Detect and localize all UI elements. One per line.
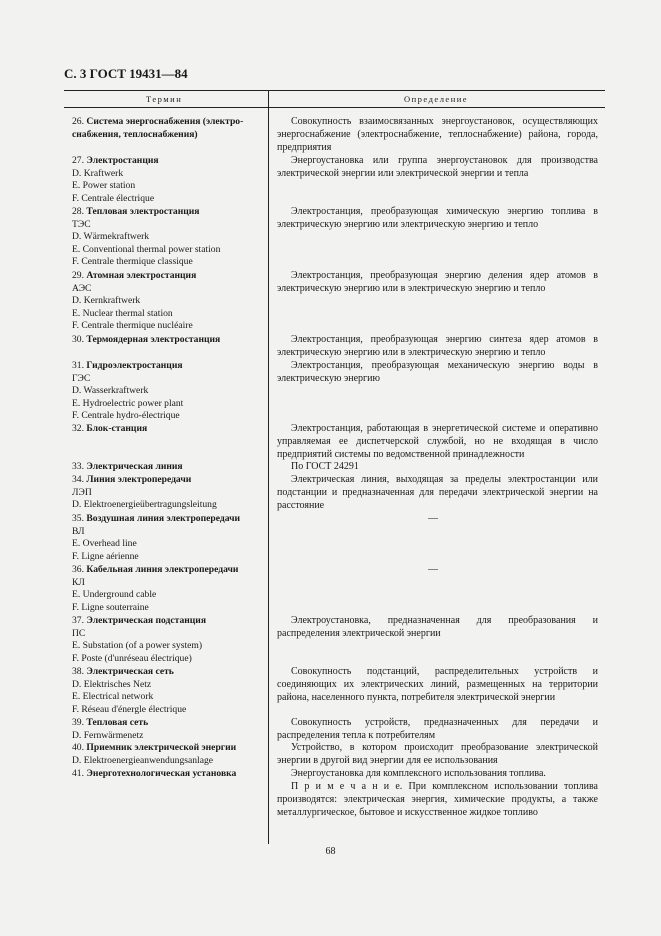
term-36: 36. Кабельная линия электропередачи КЛ E. Underground cable F. Ligne souterraine <box>72 564 239 613</box>
definition-31: Электростанция, преобразующая механическую энергию воды в электрическую энергию <box>277 360 598 384</box>
definition-36-dash: — <box>428 564 438 575</box>
definition-30: Электростанция, преобразующая энергию синтеза ядер атомов в электрическую энергию или в электрическую энергию и тепло <box>277 334 598 358</box>
term-27: 27. Электростанция D. Kraftwerk E. Power station F. Centrale électrique <box>72 155 159 204</box>
definition-38: Совокупность подстанций, распределительных устройств и соединяющих их электрических линий, размещенных на территории района, населенного пункта, потребителя электрической энергии <box>277 666 598 703</box>
term-38: 38. Электрическая сеть D. Elektrisches Netz E. Electrical network F. Réseau d'énergle électrique <box>72 666 187 715</box>
column-divider <box>268 91 269 844</box>
definition-27: Энергоустановка или группа энергоустановок для производства электрической энергии или электрической энергии и тепла <box>277 155 598 179</box>
page-header: С. 3 ГОСТ 19431—84 <box>64 66 188 81</box>
definition-39: Совокупность устройств, предназначенных для передачи и распределения тепла к потребителям <box>277 717 598 741</box>
term-26: 26. Система энергоснабжения (электро- снабжения, теплоснабжения) <box>72 116 244 140</box>
term-31: 31. Гидроэлектростанция ГЭС D. Wasserkraftwerk E. Hydroelectric power plant F. Centrale hydro-électrique <box>72 360 184 422</box>
definition-28: Электростанция, преобразующая химическую энергию топлива в электрическую энергию или электрическую энергию и тепло <box>277 206 598 230</box>
term-29: 29. Атомная электростанция АЭС D. Kernkraftwerk E. Nuclear thermal station F. Centrale thermique nucléaire <box>72 270 197 332</box>
page-number: 68 <box>325 846 336 857</box>
definition-41-note: П р и м е ч а н и е. При комплексном использовании топлива производятся: электрическая энергия, химические продукты, а также металлургическое, бытовое и искусственное жидкое топливо <box>277 781 598 818</box>
definition-40: Устройство, в котором происходит преобразование электрической энергии в другой вид энергии для ее использования <box>277 742 598 766</box>
definition-41: Энергоустановка для комплексного использования топлива. <box>291 768 546 779</box>
definition-34: Электрическая линия, выходящая за пределы электростанции или подстанции и предназначенная для передачи электрической энергии на расстояние <box>277 474 598 511</box>
term-37: 37. Электрическая подстанция ПС E. Substation (of a power system) F. Poste (d'unréseau électrique) <box>72 615 207 664</box>
column-header-term: Термин <box>146 94 183 104</box>
term-32: 32. Блок-станция <box>72 423 148 434</box>
definition-32: Электростанция, работающая в энергетической системе и оперативно управляемая ее диспетчерской службой, но не входящая в число предприятий системы по ведомственной принадлежности <box>277 423 598 460</box>
definition-33: По ГОСТ 24291 <box>291 461 359 472</box>
term-39: 39. Тепловая сеть D. Fernwärmenetz <box>72 717 149 741</box>
term-28: 28. Тепловая электростанция ТЭС D. Wärmekraftwerk E. Conventional thermal power station F. Centrale thermique classique <box>72 206 221 268</box>
table-top-rule <box>64 90 605 91</box>
term-41: 41. Энерготехнологическая установка <box>72 768 237 779</box>
table-header-rule <box>64 107 605 108</box>
definition-35-dash: — <box>428 513 438 524</box>
definition-29: Электростанция, преобразующая энергию деления ядер атомов в электрическую энергию или в электрическую энергию и тепло <box>277 270 598 294</box>
term-35: 35. Воздушная линия электропередачи ВЛ E. Overhead line F. Ligne aérienne <box>72 513 241 562</box>
definition-26: Совокупность взаимосвязанных энергоустановок, осуществляющих энергоснабжение (электроснабжение, теплоснабжение) района, города, предприятия <box>277 116 598 153</box>
term-34: 34. Линия электропередачи ЛЭП D. Elektroenergieübertragungsleitung <box>72 474 217 511</box>
term-40: 40. Приемник электрической энергии D. Elektroenergieanwendungsanlage <box>72 742 237 766</box>
column-header-definition: Определение <box>404 94 469 104</box>
term-30: 30. Термоядерная электростанция <box>72 334 221 345</box>
definition-37: Электроустановка, предназначенная для преобразования и распределения электрической энергии <box>277 615 598 639</box>
term-33: 33. Электрическая линия <box>72 461 183 472</box>
